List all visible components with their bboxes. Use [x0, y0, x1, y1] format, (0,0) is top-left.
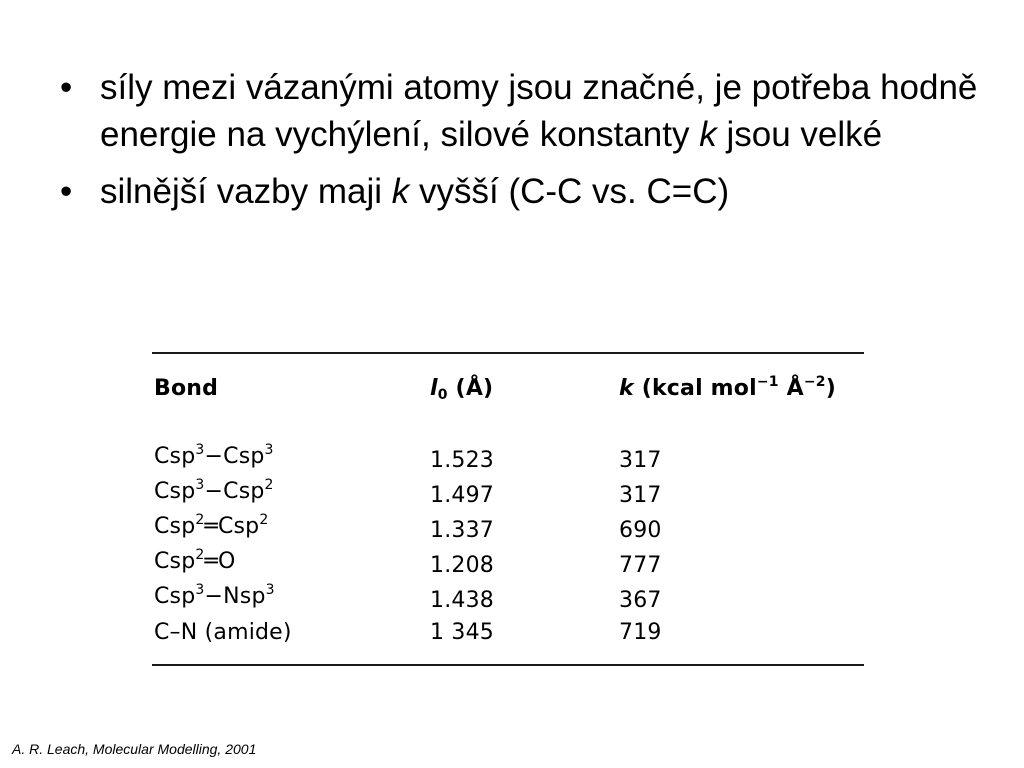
- bullet-dot: •: [60, 172, 73, 211]
- header-l0-subscript: 0: [437, 387, 448, 403]
- bond-hybrid-b: 3: [264, 442, 274, 458]
- bond-atom-a: Csp: [154, 514, 196, 539]
- bullet-item: [58, 64, 978, 158]
- table-bottom-rule: [152, 664, 864, 666]
- bullet-text-before: silnější vazby maji: [100, 172, 392, 211]
- citation: A. R. Leach, Molecular Modelling, 2001: [12, 741, 257, 757]
- bond-hybrid-a: 3: [195, 442, 205, 458]
- table-row-l0: 1 345: [430, 620, 494, 645]
- header-l0-unit: (Å): [447, 376, 494, 401]
- bond-table: [152, 352, 864, 668]
- table-row-bond: [154, 514, 268, 540]
- bond-atom-a: Csp: [154, 444, 196, 469]
- bond-link: ═: [204, 514, 218, 539]
- table-row-bond: [154, 444, 274, 470]
- bullet-list: [58, 64, 978, 225]
- table-row-k: 777: [619, 553, 662, 578]
- table-row-k: 367: [619, 588, 662, 613]
- table-top-rule: [152, 352, 864, 354]
- table-row-l0: 1.497: [430, 483, 494, 508]
- header-k-unit-sup1: −1: [756, 374, 779, 390]
- bond-link: −: [204, 584, 224, 609]
- bond-link: ═: [204, 549, 218, 574]
- bond-hybrid-a: 2: [195, 512, 205, 528]
- bond-atom-b: Csp: [223, 479, 265, 504]
- bullet-italic-k: k: [699, 115, 717, 154]
- bond-atom-b: Nsp: [223, 584, 266, 609]
- bond-atom-a: Csp: [154, 549, 196, 574]
- bond-atom-b: O: [217, 549, 236, 574]
- table-row-k: 317: [619, 483, 662, 508]
- table-row-bond: [154, 479, 274, 505]
- bond-hybrid-b: 2: [259, 512, 269, 528]
- bond-hybrid-a: 3: [195, 477, 205, 493]
- bond-hybrid-b: 2: [264, 477, 274, 493]
- header-k-unit-part3: ): [825, 376, 836, 401]
- header-k: [619, 376, 836, 402]
- table-row-k: 317: [619, 448, 662, 473]
- bullet-item: [58, 168, 978, 215]
- bond-atom-a: C–N (amide): [154, 620, 292, 645]
- bond-hybrid-a: 3: [195, 582, 205, 598]
- table-row-bond: [154, 549, 235, 575]
- bullet-text-after: vyšší (C-C vs. C=C): [409, 172, 730, 211]
- table-row-bond: [154, 584, 275, 610]
- bond-atom-b: Csp: [223, 444, 265, 469]
- table-row-l0: 1.438: [430, 588, 494, 613]
- bullet-italic-k: k: [391, 172, 410, 211]
- table-row-l0: 1.337: [430, 518, 494, 543]
- bond-hybrid-b: 3: [265, 582, 275, 598]
- bullet-text-after: jsou velké: [716, 115, 883, 154]
- bond-atom-a: Csp: [154, 584, 196, 609]
- bond-atom-a: Csp: [154, 479, 196, 504]
- table-row-k: 719: [619, 620, 662, 645]
- bond-atom-b: Csp: [217, 514, 260, 539]
- header-bond: Bond: [154, 376, 219, 401]
- table-row-l0: 1.208: [430, 553, 494, 578]
- table-row-k: 690: [619, 518, 662, 543]
- header-k-symbol: k: [619, 376, 634, 401]
- table-row-l0: 1.523: [430, 448, 494, 473]
- bullet-dot: •: [60, 68, 73, 107]
- bond-hybrid-a: 2: [195, 547, 205, 563]
- header-k-unit-part2: Å: [778, 376, 804, 401]
- bullet-text-before: síly mezi vázanými atomy jsou značné, je potřeba hodně energie na vychýlení, silové konstanty: [100, 68, 978, 154]
- header-k-unit-part1: (kcal mol: [633, 376, 757, 401]
- header-k-unit-sup2: −2: [803, 374, 826, 390]
- bond-link: −: [204, 479, 224, 504]
- header-l0: [430, 376, 493, 408]
- header-l0-symbol: l: [430, 376, 438, 401]
- table-row-bond: [154, 620, 292, 646]
- bond-link: −: [204, 444, 224, 469]
